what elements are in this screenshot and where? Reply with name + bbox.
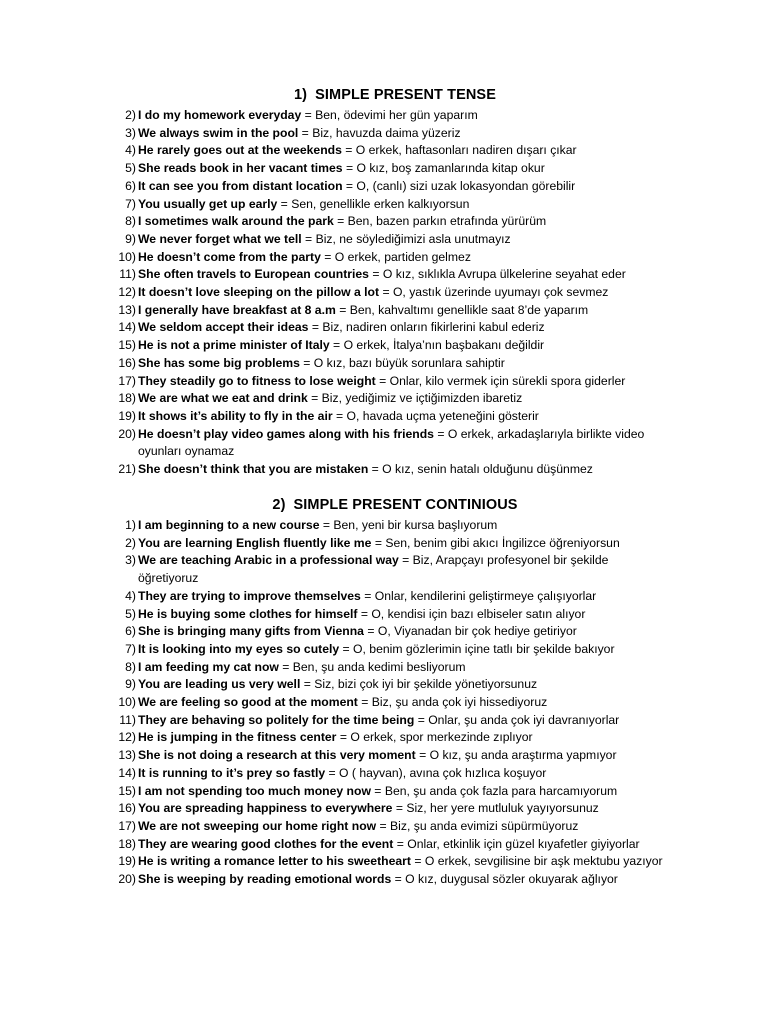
- english-sentence: He doesn’t play video games along with his friends: [138, 426, 434, 441]
- english-sentence: I generally have breakfast at 8 a.m: [138, 302, 336, 317]
- list-item: [112, 408, 672, 426]
- equals-separator: =: [301, 108, 316, 122]
- list-item: [112, 231, 672, 249]
- item-number: 4): [125, 588, 136, 603]
- turkish-translation: O, yastık üzerinde uyumayı çok sevmez: [392, 285, 609, 300]
- item-number: 11): [119, 712, 136, 727]
- turkish-translation: O erkek, sevgilisine bir aşk mektubu yazıyor: [424, 854, 663, 869]
- item-number: 12): [118, 285, 136, 300]
- item-number: 3): [125, 125, 136, 140]
- turkish-translation: Biz, ne söylediğimizi asla unutmayız: [315, 231, 511, 246]
- turkish-translation: Onlar, kendilerini geliştirmeye çalışıyorlar: [374, 588, 597, 603]
- equals-separator: =: [376, 818, 391, 833]
- item-number: 5): [125, 161, 136, 176]
- equals-separator: =: [392, 801, 407, 816]
- list-item: [112, 729, 672, 747]
- list-item: [112, 390, 672, 408]
- list-item: [112, 426, 672, 461]
- equals-separator: =: [339, 730, 351, 745]
- english-sentence: It is running to it’s prey so fastly: [138, 765, 326, 780]
- list-item: [112, 107, 672, 125]
- list-item: [112, 694, 672, 712]
- turkish-translation: Sen, benim gibi akıcı İngilizce öğreniyorsun: [385, 535, 620, 550]
- section-2-list: [112, 517, 672, 889]
- section-1-title-text: SIMPLE PRESENT TENSE: [315, 87, 496, 103]
- equals-separator: =: [342, 178, 357, 193]
- turkish-translation: Onlar, kilo vermek için sürekli spora giderler: [389, 373, 626, 388]
- item-number: 7): [125, 641, 136, 656]
- item-number: 18): [118, 391, 136, 406]
- item-number: 2): [125, 108, 136, 122]
- turkish-translation: O, Viyanadan bir çok hediye getiriyor: [377, 624, 577, 639]
- equals-separator: =: [332, 408, 347, 423]
- list-item: [112, 641, 672, 659]
- english-sentence: He is not a prime minister of Italy: [138, 338, 330, 353]
- turkish-translation: O erkek, partiden gelmez: [334, 249, 471, 264]
- equals-separator: =: [375, 373, 390, 388]
- item-number: 19): [118, 854, 136, 869]
- turkish-translation: Biz, havuzda daima yüzeriz: [312, 125, 461, 140]
- equals-separator: =: [393, 836, 408, 851]
- english-sentence: She is bringing many gifts from Vienna: [138, 624, 364, 639]
- list-item: [112, 747, 672, 765]
- english-sentence: She doesn’t think that you are mistaken: [138, 462, 369, 477]
- list-item: [112, 319, 672, 337]
- list-item: [112, 142, 672, 160]
- list-item: [112, 552, 672, 587]
- section-1-list: [112, 107, 672, 479]
- turkish-translation: Ben, şu anda çok fazla para harcamıyorum: [384, 783, 618, 798]
- english-sentence: You are learning English fluently like me: [138, 535, 372, 550]
- english-sentence: He is writing a romance letter to his sweetheart: [138, 854, 411, 869]
- equals-separator: =: [320, 249, 335, 264]
- turkish-translation: Ben, yeni bir kursa başlıyorum: [333, 518, 498, 532]
- equals-separator: =: [379, 285, 393, 300]
- item-number: 2): [125, 535, 136, 550]
- list-item: [112, 337, 672, 355]
- turkish-translation: Biz, yediğimiz ve içtiğimizden ibaretiz: [321, 391, 523, 406]
- equals-separator: =: [391, 872, 406, 887]
- list-item: [112, 461, 672, 479]
- turkish-translation: Biz, şu anda evimizi süpürmüyoruz: [390, 818, 579, 833]
- equals-separator: =: [329, 338, 344, 353]
- item-number: 4): [125, 143, 136, 158]
- turkish-translation: Biz, Arapçayı profesyonel bir şekilde öğretiyoruz: [138, 553, 609, 586]
- turkish-translation: O kız, sıklıkla Avrupa ülkelerine seyahat eder: [382, 267, 626, 282]
- turkish-translation: Siz, bizi çok iyi bir şekilde yönetiyorsunuz: [314, 677, 538, 692]
- turkish-translation: Ben, kahvaltımı genellikle saat 8’de yaparım: [349, 302, 589, 317]
- turkish-translation: O erkek, spor merkezinde zıplıyor: [350, 730, 533, 745]
- list-item: [112, 712, 672, 730]
- english-sentence: It is looking into my eyes so cutely: [138, 641, 340, 656]
- turkish-translation: O kız, şu anda araştırma yapmıyor: [429, 748, 617, 763]
- english-sentence: We are what we eat and drink: [138, 391, 308, 406]
- english-sentence: We are feeling so good at the moment: [138, 695, 358, 710]
- item-number: 16): [118, 801, 136, 816]
- english-sentence: We always swim in the pool: [138, 125, 299, 140]
- section-1-title: [0, 87, 768, 103]
- english-sentence: We are not sweeping our home right now: [138, 818, 377, 833]
- item-number: 15): [118, 783, 136, 798]
- equals-separator: =: [342, 161, 357, 176]
- list-item: [112, 178, 672, 196]
- item-number: 13): [118, 748, 136, 763]
- equals-separator: =: [370, 783, 385, 798]
- equals-separator: =: [368, 267, 383, 282]
- equals-separator: =: [277, 196, 292, 211]
- english-sentence: He is buying some clothes for himself: [138, 606, 358, 621]
- list-item: [112, 284, 672, 302]
- english-sentence: They steadily go to fitness to lose weight: [138, 373, 376, 388]
- item-number: 11): [119, 267, 136, 282]
- equals-separator: =: [339, 641, 354, 656]
- equals-separator: =: [301, 231, 316, 246]
- english-sentence: You are spreading happiness to everywhere: [138, 801, 393, 816]
- equals-separator: =: [371, 535, 386, 550]
- turkish-translation: Ben, ödevimi her gün yaparım: [315, 108, 478, 122]
- turkish-translation: Biz, nadiren onların fikirlerini kabul ederiz: [322, 320, 545, 335]
- list-item: [112, 783, 672, 801]
- equals-separator: =: [307, 391, 322, 406]
- list-item: [112, 818, 672, 836]
- english-sentence: It can see you from distant location: [138, 178, 343, 193]
- list-item: [112, 606, 672, 624]
- list-item: [112, 588, 672, 606]
- item-number: 7): [125, 196, 136, 211]
- turkish-translation: O, benim gözlerimin içine tatlı bir şekilde bakıyor: [353, 641, 615, 656]
- list-item: [112, 302, 672, 320]
- item-number: 17): [118, 373, 136, 388]
- item-number: 6): [125, 178, 136, 193]
- list-item: [112, 659, 672, 677]
- english-sentence: I do my homework everyday: [138, 108, 302, 122]
- english-sentence: She reads book in her vacant times: [138, 161, 343, 176]
- equals-separator: =: [357, 695, 372, 710]
- item-number: 15): [118, 338, 136, 353]
- turkish-translation: O, havada uçma yeteneğini gösterir: [346, 408, 539, 423]
- equals-separator: =: [319, 518, 334, 532]
- item-number: 20): [118, 872, 136, 887]
- section-2-number: 2): [272, 497, 286, 513]
- list-item: [112, 266, 672, 284]
- turkish-translation: Biz, şu anda çok iyi hissediyoruz: [371, 695, 548, 710]
- turkish-translation: Ben, şu anda kedimi besliyorum: [292, 659, 466, 674]
- turkish-translation: Sen, genellikle erken kalkıyorsun: [291, 196, 470, 211]
- equals-separator: =: [414, 712, 429, 727]
- english-sentence: We seldom accept their ideas: [138, 320, 309, 335]
- equals-separator: =: [299, 355, 314, 370]
- english-sentence: We never forget what we tell: [138, 231, 302, 246]
- item-number: 10): [118, 249, 136, 264]
- equals-separator: =: [410, 854, 425, 869]
- english-sentence: You usually get up early: [138, 196, 278, 211]
- english-sentence: She has some big problems: [138, 355, 300, 370]
- list-item: [112, 125, 672, 143]
- equals-separator: =: [333, 214, 348, 229]
- turkish-translation: O erkek, arkadaşlarıyla birlikte video oyunları oynamaz: [138, 426, 645, 459]
- english-sentence: They are behaving so politely for the time being: [138, 712, 415, 727]
- english-sentence: It shows it’s ability to fly in the air: [138, 408, 333, 423]
- english-sentence: She often travels to European countries: [138, 267, 369, 282]
- turkish-translation: O erkek, haftasonları nadiren dışarı çıkar: [355, 143, 577, 158]
- item-number: 1): [125, 518, 136, 532]
- english-sentence: I am beginning to a new course: [138, 518, 320, 532]
- turkish-translation: O ( hayvan), avına çok hızlıca koşuyor: [339, 765, 547, 780]
- list-item: [112, 765, 672, 783]
- turkish-translation: O kız, duygusal sözler okuyarak ağlıyor: [405, 872, 618, 887]
- item-number: 20): [118, 426, 136, 441]
- turkish-translation: O, kendisi için bazı elbiseler satın alıyor: [371, 606, 586, 621]
- english-sentence: I am not spending too much money now: [138, 783, 371, 798]
- turkish-translation: Onlar, şu anda çok iyi davranıyorlar: [428, 712, 620, 727]
- list-item: [112, 853, 672, 871]
- english-sentence: They are trying to improve themselves: [138, 588, 361, 603]
- list-item: [112, 676, 672, 694]
- item-number: 17): [118, 818, 136, 833]
- list-item: [112, 836, 672, 854]
- item-number: 19): [118, 408, 136, 423]
- equals-separator: =: [368, 462, 383, 477]
- list-item: [112, 249, 672, 267]
- equals-separator: =: [433, 426, 448, 441]
- equals-separator: =: [298, 125, 313, 140]
- english-sentence: He rarely goes out at the weekends: [138, 143, 342, 158]
- list-item: [112, 800, 672, 818]
- english-sentence: They are wearing good clothes for the event: [138, 836, 394, 851]
- item-number: 8): [125, 214, 136, 229]
- item-number: 18): [118, 836, 136, 851]
- turkish-translation: O erkek, İtalya’nın başbakanı değildir: [343, 338, 545, 353]
- section-2-title: [0, 497, 768, 513]
- item-number: 16): [118, 355, 136, 370]
- item-number: 14): [118, 320, 136, 335]
- equals-separator: =: [360, 588, 375, 603]
- turkish-translation: Siz, her yere mutluluk yayıyorsunuz: [406, 801, 599, 816]
- english-sentence: He is jumping in the fitness center: [138, 730, 340, 745]
- english-sentence: She is not doing a research at this very moment: [138, 748, 416, 763]
- equals-separator: =: [415, 748, 430, 763]
- english-sentence: It doesn’t love sleeping on the pillow a lot: [138, 285, 380, 300]
- turkish-translation: Ben, bazen parkın etrafında yürürüm: [347, 214, 547, 229]
- english-sentence: We are teaching Arabic in a professional way: [138, 553, 399, 568]
- list-item: [112, 535, 672, 553]
- item-number: 3): [125, 553, 136, 568]
- item-number: 10): [118, 695, 136, 710]
- equals-separator: =: [357, 606, 372, 621]
- equals-separator: =: [278, 659, 293, 674]
- equals-separator: =: [335, 302, 350, 317]
- equals-separator: =: [300, 677, 315, 692]
- list-item: [112, 517, 672, 535]
- equals-separator: =: [325, 765, 340, 780]
- english-sentence: He doesn’t come from the party: [138, 249, 321, 264]
- item-number: 9): [125, 677, 136, 692]
- item-number: 6): [125, 624, 136, 639]
- section-2-title-text: SIMPLE PRESENT CONTINIOUS: [293, 497, 518, 513]
- item-number: 21): [118, 462, 136, 477]
- turkish-translation: O, (canlı) sizi uzak lokasyondan görebilir: [356, 178, 576, 193]
- english-sentence: You are leading us very well: [138, 677, 301, 692]
- equals-separator: =: [341, 143, 356, 158]
- item-number: 9): [125, 231, 136, 246]
- turkish-translation: Onlar, etkinlik için güzel kıyafetler giyiyorlar: [407, 836, 640, 851]
- list-item: [112, 355, 672, 373]
- item-number: 14): [118, 765, 136, 780]
- item-number: 13): [118, 302, 136, 317]
- turkish-translation: O kız, senin hatalı olduğunu düşünmez: [382, 462, 593, 477]
- section-1-number: 1): [294, 87, 308, 103]
- equals-separator: =: [308, 320, 323, 335]
- list-item: [112, 373, 672, 391]
- turkish-translation: O kız, bazı büyük sorunlara sahiptir: [313, 355, 505, 370]
- item-number: 5): [125, 606, 136, 621]
- list-item: [112, 623, 672, 641]
- english-sentence: She is weeping by reading emotional words: [138, 872, 392, 887]
- list-item: [112, 160, 672, 178]
- list-item: [112, 196, 672, 214]
- english-sentence: I am feeding my cat now: [138, 659, 279, 674]
- english-sentence: I sometimes walk around the park: [138, 214, 334, 229]
- turkish-translation: O kız, boş zamanlarında kitap okur: [356, 161, 545, 176]
- equals-separator: =: [363, 624, 378, 639]
- list-item: [112, 871, 672, 889]
- item-number: 12): [118, 730, 136, 745]
- item-number: 8): [125, 659, 136, 674]
- equals-separator: =: [398, 553, 413, 568]
- list-item: [112, 213, 672, 231]
